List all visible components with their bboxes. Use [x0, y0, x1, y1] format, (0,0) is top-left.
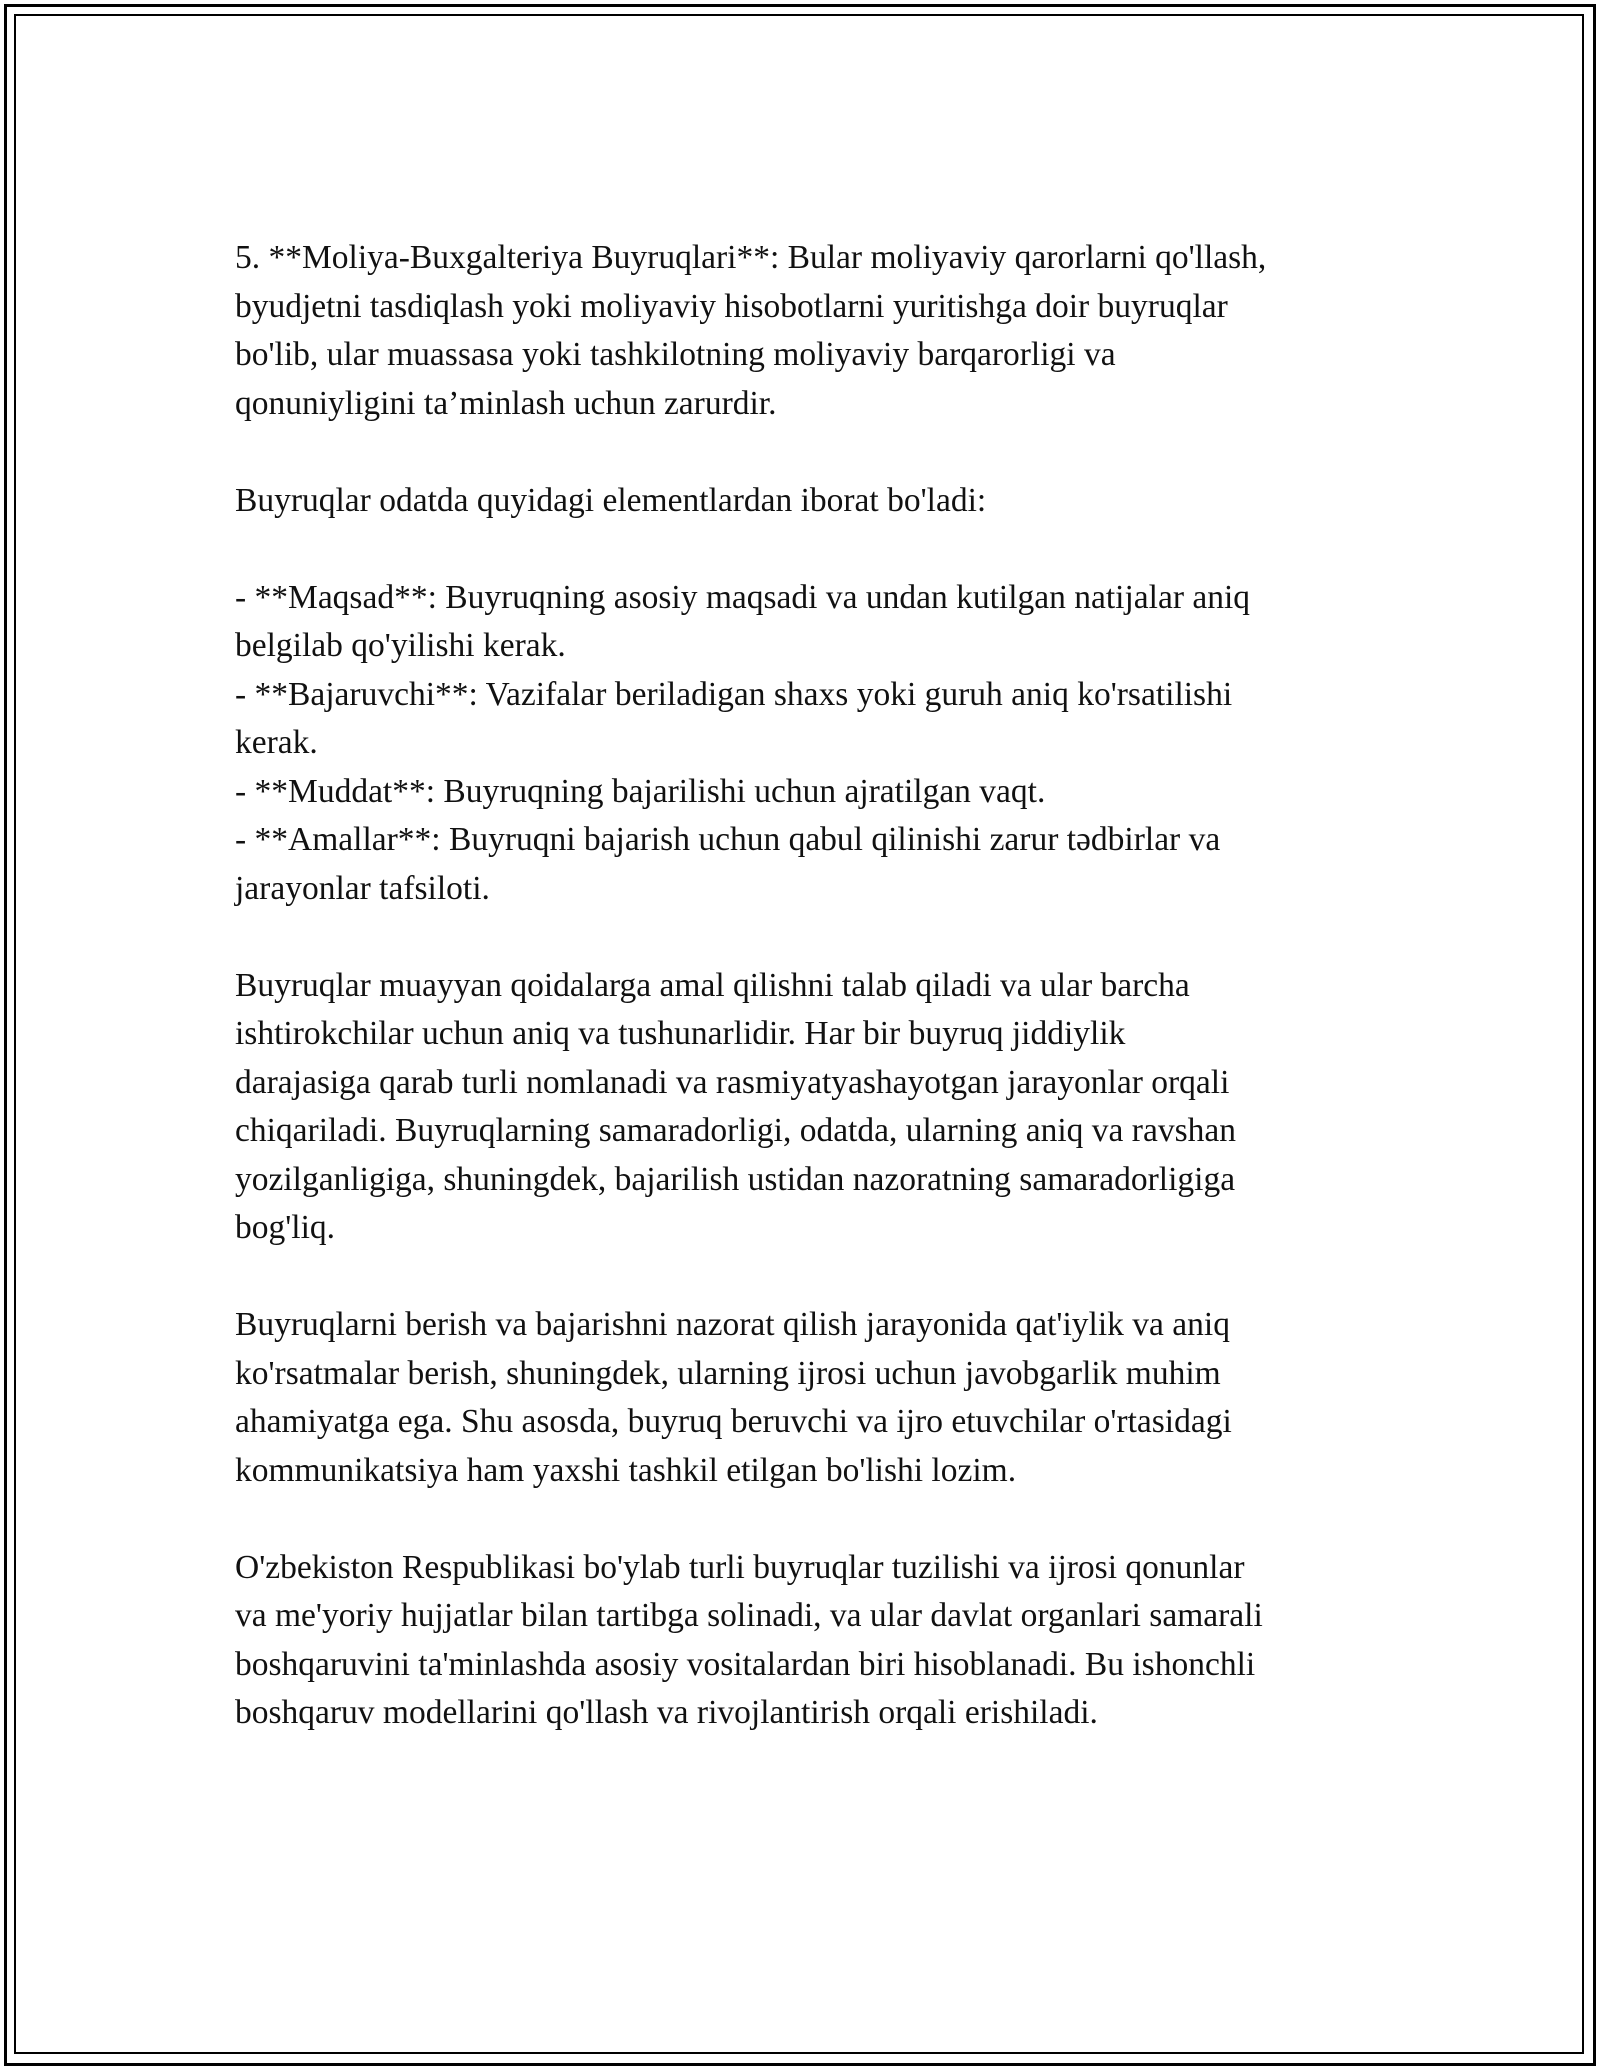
text-line: Buyruqlar muayyan qoidalarga amal qilishni talab qiladi va ular barcha: [235, 966, 1190, 1004]
text-line: jarayonlar tafsiloti.: [235, 869, 490, 907]
text-line: bo'lib, ular muassasa yoki tashkilotning moliyaviy barqarorligi va: [235, 336, 1116, 373]
text-line: boshqaruvini ta'minlashda asosiy vositalardan biri hisoblanadi. Bu ishonchli: [235, 1645, 1256, 1683]
text-line: ahamiyatga ega. Shu asosda, buyruq beruvchi va ijro etuvchilar o'rtasidagi: [235, 1403, 1232, 1440]
text-line: Buyruqlarni berish va bajarishni nazorat qilish jarayonida qat'iylik va aniq: [235, 1306, 1230, 1343]
text-line: boshqaruv modellarini qo'llash va rivojlantirish orqali erishiladi.: [235, 1694, 1098, 1731]
text-line: - **Muddat**: Buyruqning bajarilishi uchun ajratilgan vaqt.: [235, 772, 1046, 810]
text-line: ishtirokchilar uchun aniq va tushunarlidir. Har bir buyruq jiddiylik: [235, 1015, 1126, 1052]
blank-line: [235, 525, 1395, 574]
text-line: yozilganligiga, shuningdek, bajarilish ustidan nazoratning samaradorligiga: [235, 1160, 1236, 1198]
document-body: [235, 234, 1395, 1738]
text-line: O'zbekiston Respublikasi bo'ylab turli buyruqlar tuzilishi va ijrosi qonunlar: [235, 1548, 1245, 1586]
text-line: ko'rsatmalar berish, shuningdek, ularning ijrosi uchun javobgarlik muhim: [235, 1354, 1221, 1392]
text-line: belgilab qo'yilishi kerak.: [235, 627, 566, 664]
text-line: bog'liq.: [235, 1209, 336, 1246]
blank-line: [235, 1495, 1395, 1544]
text-line: darajasiga qarab turli nomlanadi va rasmiyatyashayotgan jarayonlar orqali: [235, 1063, 1230, 1101]
text-line: Buyruqlar odatda quyidagi elementlardan iborat bo'ladi:: [235, 481, 987, 519]
blank-line: [235, 428, 1395, 477]
blank-line: [235, 1253, 1395, 1302]
text-line: byudjetni tasdiqlash yoki moliyaviy hisobotlarni yuritishga doir buyruqlar: [235, 287, 1228, 325]
text-line: kommunikatsiya ham yaxshi tashkil etilgan bo'lishi lozim.: [235, 1451, 1017, 1489]
text-line: - **Amallar**: Buyruqni bajarish uchun qabul qilinishi zarur tədbirlar va: [235, 821, 1221, 858]
text-line: va me'yoriy hujjatlar bilan tartibga solinadi, va ular davlat organlari samarali: [235, 1597, 1263, 1634]
text-line: - **Bajaruvchi**: Vazifalar beriladigan shaxs yoki guruh aniq ko'rsatilishi: [235, 675, 1233, 713]
text-line: 5. **Moliya-Buxgalteriya Buyruqlari**: Bular moliyaviy qarorlarni qo'llash,: [235, 239, 1267, 276]
text-line: - **Maqsad**: Buyruqning asosiy maqsadi va undan kutilgan natijalar aniq: [235, 578, 1251, 616]
text-line: chiqariladi. Buyruqlarning samaradorligi, odatda, ularning aniq va ravshan: [235, 1112, 1236, 1149]
blank-line: [235, 913, 1395, 962]
text-line: kerak.: [235, 724, 318, 761]
text-line: qonuniyligini ta’minlash uchun zarurdir.: [235, 384, 777, 422]
